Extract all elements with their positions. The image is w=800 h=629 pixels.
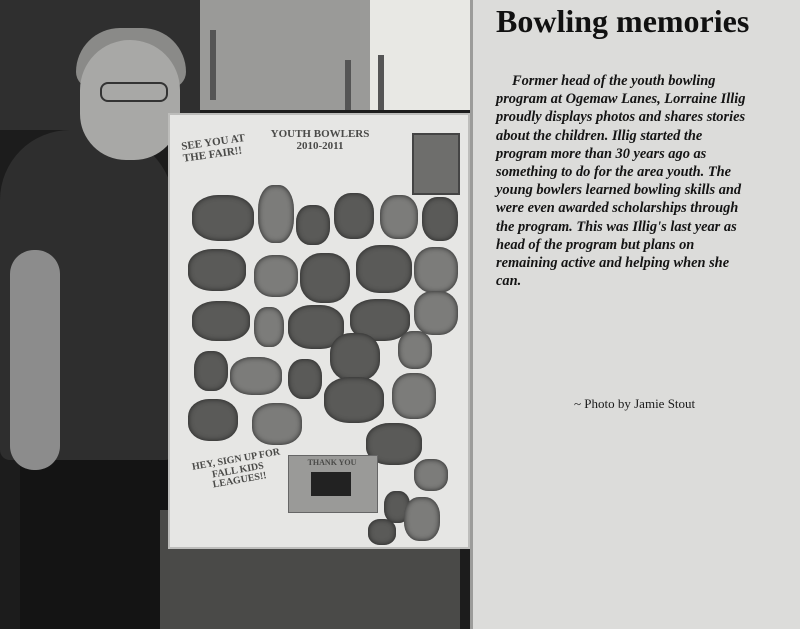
team-photo [296,205,330,245]
team-photo [404,497,440,541]
team-photo [254,255,298,297]
team-photo [192,195,254,241]
poster-thank-you-text: THANK YOU [307,458,357,467]
team-photo [230,357,282,395]
youth-bowlers-poster [170,115,468,547]
poster-portrait-photo [412,133,460,195]
team-photo [288,359,322,399]
woman-arm [10,250,60,470]
photo-credit: ~ Photo by Jamie Stout [574,396,696,411]
chair-frame [378,55,384,110]
thank-you-card-photo [311,472,351,496]
team-photo [324,377,384,423]
team-photo [300,253,350,303]
chair-frame [210,30,216,100]
team-photo [414,291,458,335]
chair-frame [345,60,351,110]
team-photo [252,403,302,445]
team-photo [422,197,458,241]
team-photo [414,459,448,491]
team-photo [192,301,250,341]
team-photo [414,247,458,293]
poster-title: YOUTH BOWLERS 2010-2011 [270,128,370,152]
column-divider [470,0,473,629]
team-photo [334,193,374,239]
window-light [370,0,470,110]
poster-signup-text: HEY, SIGN UP FOR FALL KIDS LEAGUES!! [191,446,281,491]
team-photo [356,245,412,293]
team-photo [188,399,238,441]
poster-see-you-text: SEE YOU AT THE FAIR!! [180,132,246,165]
woman-glasses [100,82,168,102]
team-photo [330,333,380,381]
headline: Bowling memories [496,3,750,39]
team-photo [254,307,284,347]
team-photo [398,331,432,369]
caption-text: Former head of the youth bowling program at Ogemaw Lanes, Lorraine Illig proudly displays photos and shares stories about the children. Illig started the program more than 30 years ago as something to do for the area youth. The young bowlers learned bowling skills and were even awarded scholarships through the program. This was Illig's last year as head of the program but plans on remaining active and helping when she can. [496,73,746,290]
team-photo [188,249,246,291]
team-photo [194,351,228,391]
team-photo [258,185,294,243]
team-photo [392,373,436,419]
team-photo [380,195,418,239]
team-photo [368,519,396,545]
article [480,0,800,629]
